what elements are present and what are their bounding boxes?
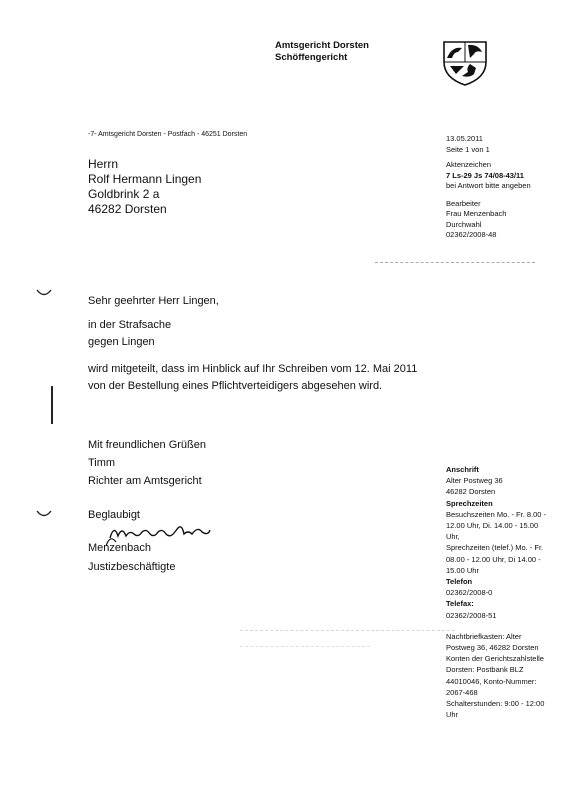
file-ref-note: bei Antwort bitte angeben	[446, 181, 531, 190]
clerk-name: Frau Menzenbach	[446, 209, 507, 218]
matter-line-1: in der Strafsache	[88, 319, 172, 331]
fax-value: 02362/2008-51	[446, 610, 497, 620]
night-box-line-1: Nachtbriefkasten: Alter	[446, 631, 522, 641]
file-ref-label: Aktenzeichen	[446, 160, 492, 169]
address-line-1: Alter Postweg 36	[446, 476, 503, 486]
counter-hours-line-2: Uhr	[446, 710, 459, 720]
body-line-2: von der Bestellung eines Pflichtverteidigers abgesehen wird.	[88, 380, 383, 392]
signer-name: Timm	[88, 457, 116, 469]
hours-line-2: 12.00 Uhr, Di. 14.00 - 15.00	[446, 521, 539, 531]
fax-label: Telefax:	[446, 599, 474, 609]
recipient-city: 46282 Dorsten	[88, 202, 167, 216]
court-info-sidebar	[446, 464, 554, 720]
clerk-label: Bearbeiter	[446, 198, 481, 208]
page-count: Seite 1 von 1	[446, 144, 490, 154]
recipient-address	[88, 157, 201, 217]
hours-label: Sprechzeiten	[446, 498, 493, 508]
recipient-salutation: Herrn	[88, 157, 119, 171]
address-line-2: 46282 Dorsten	[446, 487, 496, 497]
punch-mark-icon	[36, 510, 52, 518]
counter-hours-line-1: Schalterstunden: 9:00 - 12:00	[446, 699, 545, 709]
scan-dash-line	[240, 646, 370, 647]
address-label: Anschrift	[446, 465, 479, 474]
punch-mark-icon	[36, 289, 52, 297]
clerk-signature-name: Menzenbach	[88, 542, 151, 554]
bank-line-2: Dorsten: Postbank BLZ	[446, 665, 524, 675]
phone-value: 02362/2008-0	[446, 588, 493, 598]
bank-line-1: Konten der Gerichtszahlstelle	[446, 654, 544, 664]
scan-dash-line	[375, 262, 535, 263]
court-name: Amtsgericht Dorsten	[275, 40, 369, 51]
court-header	[275, 40, 369, 64]
body-line-1: wird mitgeteilt, dass im Hinblick auf Ihr Schreiben vom 12. Mai 2011	[88, 363, 418, 375]
hours-line-1: Besuchszeiten Mo. - Fr. 8.00 -	[446, 509, 547, 519]
hours-line-4: Sprechzeiten (telef.) Mo. - Fr.	[446, 543, 544, 553]
meta-block	[446, 134, 531, 241]
fold-mark	[51, 386, 53, 424]
bank-line-4: 2067-468	[446, 687, 478, 697]
hours-line-3: Uhr,	[446, 532, 460, 542]
coat-of-arms-icon	[440, 40, 490, 86]
court-division: Schöffengericht	[275, 52, 348, 63]
sender-line: -7- Amtsgericht Dorsten - Postfach - 46251 Dorsten	[88, 131, 248, 138]
extension-label: Durchwahl	[446, 219, 482, 229]
closing: Mit freundlichen Grüßen	[88, 439, 206, 451]
matter-line-2: gegen Lingen	[88, 336, 155, 348]
signer-title: Richter am Amtsgericht	[88, 475, 202, 487]
hours-line-5: 08.00 - 12.00 Uhr, Di 14.00 -	[446, 554, 541, 564]
hours-line-6: 15.00 Uhr	[446, 565, 479, 575]
file-ref-value: 7 Ls-29 Js 74/08-43/11	[446, 170, 524, 180]
extension-value: 02362/2008-48	[446, 230, 497, 239]
bank-line-3: 44010046, Konto-Nummer:	[446, 676, 537, 686]
letter-date: 13.05.2011	[446, 134, 483, 143]
night-box-line-2: Postweg 36, 46282 Dorsten	[446, 643, 539, 653]
recipient-street: Goldbrink 2 a	[88, 187, 160, 201]
scan-dash-line	[240, 630, 455, 631]
recipient-name: Rolf Hermann Lingen	[88, 172, 202, 186]
greeting: Sehr geehrter Herr Lingen,	[88, 295, 219, 307]
phone-label: Telefon	[446, 577, 473, 587]
certified-label: Beglaubigt	[88, 509, 140, 521]
clerk-title: Justizbeschäftigte	[88, 561, 176, 573]
